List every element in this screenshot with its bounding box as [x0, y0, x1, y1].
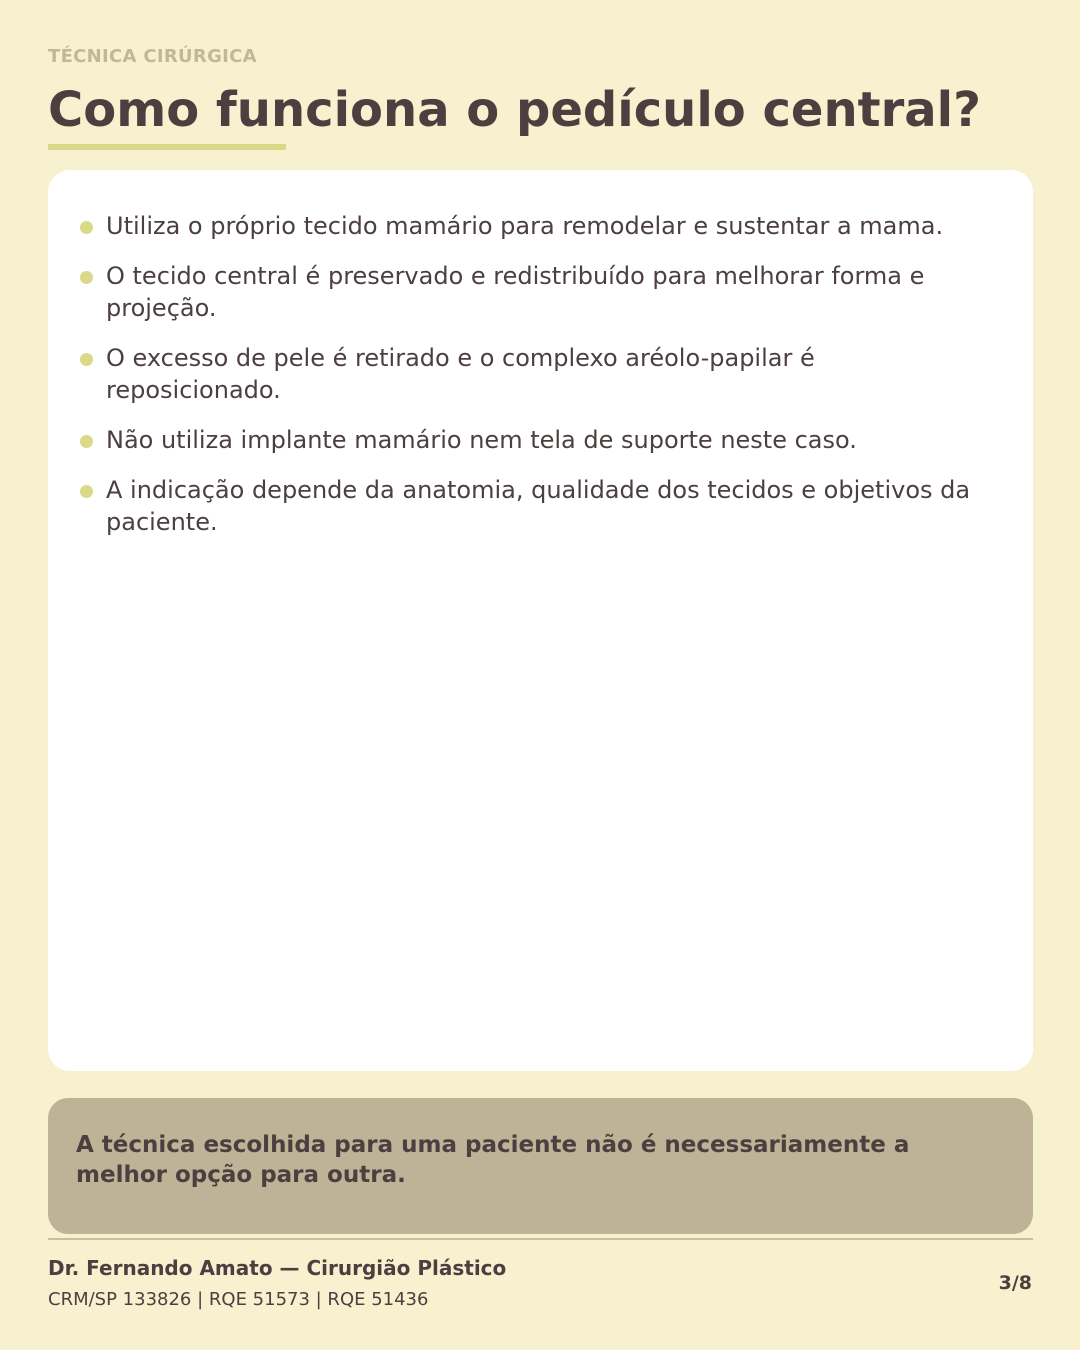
bullet-item	[80, 342, 973, 406]
bullet-dot-icon	[80, 271, 93, 284]
bullet-dot-icon	[80, 435, 93, 448]
section-eyebrow: TÉCNICA CIRÚRGICA	[48, 46, 257, 67]
bullet-dot-icon	[80, 353, 93, 366]
author-credentials: CRM/SP 133826 | RQE 51573 | RQE 51436	[48, 1289, 429, 1310]
callout-box	[48, 1098, 1033, 1234]
page-counter: 3/8	[998, 1272, 1032, 1294]
bullet-item	[80, 210, 973, 242]
content-card	[48, 170, 1033, 1071]
bullet-text: Utiliza o próprio tecido mamário para remodelar e sustentar a mama.	[106, 212, 944, 240]
bullet-dot-icon	[80, 485, 93, 498]
callout-text: A técnica escolhida para uma paciente não é necessariamente a melhor opção para outra.	[76, 1132, 910, 1188]
bullet-list	[80, 210, 973, 538]
bullet-item	[80, 424, 973, 456]
bullet-item	[80, 474, 973, 538]
bullet-text: O tecido central é preservado e redistribuído para melhorar forma e projeção.	[106, 262, 925, 322]
bullet-text: A indicação depende da anatomia, qualidade dos tecidos e objetivos da paciente.	[106, 476, 971, 536]
bullet-text: Não utiliza implante mamário nem tela de suporte neste caso.	[106, 426, 857, 454]
bullet-dot-icon	[80, 221, 93, 234]
title-underline	[48, 144, 286, 150]
bullet-text: O excesso de pele é retirado e o complexo aréolo-papilar é reposicionado.	[106, 344, 815, 404]
author-name: Dr. Fernando Amato — Cirurgião Plástico	[48, 1256, 507, 1280]
footer-divider	[48, 1238, 1033, 1240]
page-title: Como funciona o pedículo central?	[48, 82, 981, 138]
bullet-item	[80, 260, 973, 324]
